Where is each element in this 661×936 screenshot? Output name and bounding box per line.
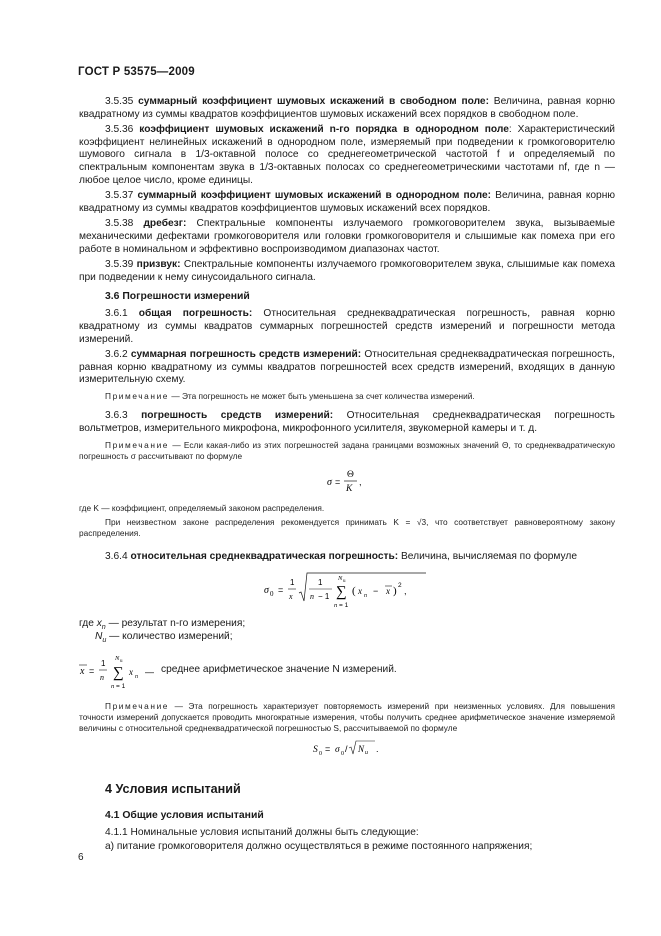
term: общая погрешность:	[138, 308, 253, 320]
para-3-5-35	[79, 96, 615, 121]
svg-text:—: —	[145, 666, 154, 677]
symbol-xn: $x_n$	[96, 617, 106, 631]
clause-number: 3.5.39	[105, 259, 134, 271]
para-3-6-2	[79, 349, 615, 387]
term: суммарная погрешность средств измерений:	[130, 349, 362, 361]
svg-text:/: /	[345, 744, 348, 755]
svg-text:1: 1	[290, 577, 295, 587]
legend-line-xn: где $x_n$ — результат n-го измерения;	[79, 617, 246, 631]
definition: : Характеристический коэффициент нелинейных искажений в однородном поле, измеряемый при подведении к громкоговорителю шумового сигнала в 1/3-октавной полосе со среднегеометрической частотой f и определяемый по спектральным компонентам звука в 1/3-октавных полосах со среднегеометрическими частотами nf, где n — любое целое число, кроме единицы.	[79, 124, 615, 186]
term: дребезг:	[143, 218, 187, 230]
sigma-formula-svg	[317, 466, 377, 496]
note-label: Примечание	[105, 700, 170, 711]
svg-text:u: u	[365, 750, 368, 757]
svg-text:−: −	[373, 585, 379, 596]
para-3-6-4	[79, 551, 615, 564]
svg-text:.: .	[376, 744, 379, 755]
definition: Величина, вычисляемая по формуле	[398, 551, 578, 563]
legend-text: — количество измерений;	[106, 630, 233, 642]
svg-text:Θ: Θ	[347, 469, 354, 480]
svg-text:K: K	[346, 483, 353, 494]
svg-text:∑: ∑	[113, 664, 124, 681]
svg-text:∑: ∑	[336, 583, 347, 600]
clause-number: 3.5.35	[105, 96, 134, 107]
svg-text:=: =	[325, 744, 331, 755]
section-4-1-heading: 4.1 Общие условия испытаний	[105, 810, 264, 822]
svg-text:0: 0	[319, 751, 322, 758]
note-3-6-4	[79, 701, 615, 735]
svg-text:= 1: = 1	[116, 682, 126, 690]
definition: Спектральные компоненты излучаемого громкоговорителем звука, вызываемые механическими дефектами громкоговорителя или головки громкоговорителя и слышимые как помеха при его работе в номинальном и эффективно воспроизводимом диапазонах частот.	[79, 218, 615, 255]
svg-text:N: N	[358, 744, 365, 755]
note-text: — Эта погрешность характеризует повторяемость измерений при неизменных условиях. Для повышения точности измерений допускается проводить многократные измерения, чтобы получить среднее арифметическое значение измеряемой величины с относительной среднеквадратической погрешностью S, рассчитываемой по формуле	[79, 700, 615, 734]
term: призвук:	[136, 259, 181, 271]
clause-number: 3.6.4	[105, 551, 128, 563]
svg-text:1: 1	[318, 577, 323, 587]
term: суммарный коэффициент шумовых искажений в однородном поле:	[137, 190, 492, 202]
mean-formula-row	[79, 649, 615, 693]
svg-text:x: x	[386, 585, 390, 596]
svg-text:u: u	[120, 658, 123, 664]
term: суммарный коэффициент шумовых искажений в свободном поле:	[138, 96, 489, 107]
note-text: , что соответствует равновероятному закону распределения.	[79, 516, 615, 539]
svg-text:σ: σ	[335, 745, 340, 756]
clause-number: 3.5.37	[105, 190, 134, 202]
s0-formula-svg	[311, 737, 383, 759]
svg-text:u: u	[343, 578, 346, 584]
page-content	[79, 96, 615, 857]
svg-text:x: x	[129, 666, 133, 677]
svg-text:,: ,	[359, 476, 362, 487]
note-label: Примечание	[105, 440, 170, 451]
legend-text: — результат n-го измерения;	[105, 617, 246, 629]
svg-text:x: x	[289, 591, 293, 601]
svg-text:N: N	[115, 654, 120, 662]
sigma-o-formula-svg	[262, 568, 432, 614]
svg-text:σ: σ	[264, 584, 269, 596]
svg-text:,: ,	[404, 585, 407, 596]
para-4-1-1-a: а) питание громкоговорителя должно осуществляться в режиме постоянного напряжения;	[105, 841, 533, 853]
term: относительная среднеквадратическая погрешность:	[130, 551, 399, 563]
definition: Величина, равная корню квадратному из суммы квадратов коэффициентов шумовых искажений всех порядков в свободном поле.	[79, 96, 615, 120]
mean-description: среднее арифметическое значение N измерений.	[161, 663, 397, 675]
note-3-6-3-unknown	[79, 517, 615, 539]
svg-text:(: (	[352, 584, 356, 597]
clause-number: 3.5.38	[105, 218, 134, 230]
mean-formula-svg	[79, 649, 159, 693]
para-3-6-1	[79, 308, 615, 346]
section-4-heading: 4 Условия испытаний	[105, 782, 241, 797]
sigma-formula	[79, 466, 615, 499]
svg-text:=: =	[89, 665, 95, 676]
svg-text:σ: σ	[327, 476, 332, 488]
svg-text:=: =	[278, 584, 284, 595]
para-3-5-36	[79, 124, 615, 187]
definition: Спектральные компоненты излучаемого громкоговорителем звука, слышимые как помеха при подведении к нему синусоидального сигнала.	[79, 259, 615, 283]
svg-text:n: n	[310, 591, 314, 601]
formula-legend	[79, 617, 615, 643]
note-3-6-2	[79, 391, 615, 402]
clause-number: 3.6.2	[105, 349, 128, 361]
svg-text:x: x	[358, 585, 362, 596]
svg-text:x: x	[80, 665, 85, 677]
definition: Относительная среднеквадратическая погрешность, равная корню квадратному из суммы квадратов суммарных погрешностей средств измерений и погрешности метода измерений.	[79, 308, 615, 345]
note-text: — Если какая-либо из этих погрешностей задана границами возможных значений Θ, то среднеквадратическую погрешность σ рассчитывают по формуле	[79, 440, 615, 462]
term: погрешность средств измерений:	[141, 410, 334, 422]
note-label: Примечание	[105, 390, 170, 401]
sigma-o-formula	[79, 568, 615, 617]
clause-number: 3.5.36	[105, 124, 134, 136]
svg-text:− 1: − 1	[318, 591, 330, 601]
svg-text:= 1: = 1	[339, 601, 349, 609]
note-3-6-3-where: где K — коэффициент, определяемый законом распределения.	[79, 502, 325, 513]
note-3-6-3	[79, 440, 615, 462]
svg-text:=: =	[335, 476, 341, 487]
svg-text:1: 1	[101, 658, 106, 668]
svg-text:n: n	[364, 592, 367, 599]
clause-number: 3.6.3	[105, 410, 128, 422]
section-3-6-heading: 3.6 Погрешности измерений	[105, 291, 250, 303]
para-3-5-37	[79, 190, 615, 215]
page-number: 6	[78, 852, 84, 863]
note-text: — Эта погрешность не может быть уменьшена за счет количества измерений.	[169, 390, 475, 401]
s0-formula	[79, 737, 615, 762]
para-4-1-1: 4.1.1 Номинальные условия испытаний должны быть следующие:	[105, 827, 419, 839]
svg-text:0: 0	[270, 589, 274, 598]
svg-text:0: 0	[341, 751, 344, 758]
page-header: ГОСТ Р 53575—2009	[78, 66, 195, 78]
note-text: При неизвестном законе распределения рекомендуется принимать K =	[105, 516, 417, 527]
svg-text:n: n	[111, 682, 115, 690]
term: коэффициент шумовых искажений n-го порядка в однородном поле	[139, 124, 509, 136]
sqrt3-expression: √3	[416, 516, 427, 527]
svg-text:n: n	[135, 673, 138, 680]
symbol-nu: $N_u$	[95, 630, 107, 644]
legend-line-nu	[95, 630, 615, 643]
svg-text:n: n	[100, 672, 104, 682]
svg-text:n: n	[334, 601, 338, 609]
para-3-5-39	[79, 259, 615, 284]
svg-text:2: 2	[398, 581, 402, 589]
svg-text:S: S	[313, 745, 318, 756]
definition: Относительная среднеквадратическая погрешность, равная корню квадратному из суммы квадратов погрешностей всех средств измерений, входящих в данную измерительную схему.	[79, 349, 615, 386]
svg-text:): )	[393, 584, 397, 597]
definition: Величина, равная корню квадратному из суммы квадратов коэффициентов шумовых искажений всех порядков.	[79, 190, 615, 214]
svg-text:N: N	[338, 574, 343, 582]
definition: Относительная среднеквадратическая погрешность вольтметров, измерительного микрофона, микрофонного усилителя, звукомерной камеры и т. д.	[79, 410, 615, 434]
para-3-5-38	[79, 218, 615, 256]
para-3-6-3	[79, 410, 615, 435]
clause-number: 3.6.1	[105, 308, 128, 320]
